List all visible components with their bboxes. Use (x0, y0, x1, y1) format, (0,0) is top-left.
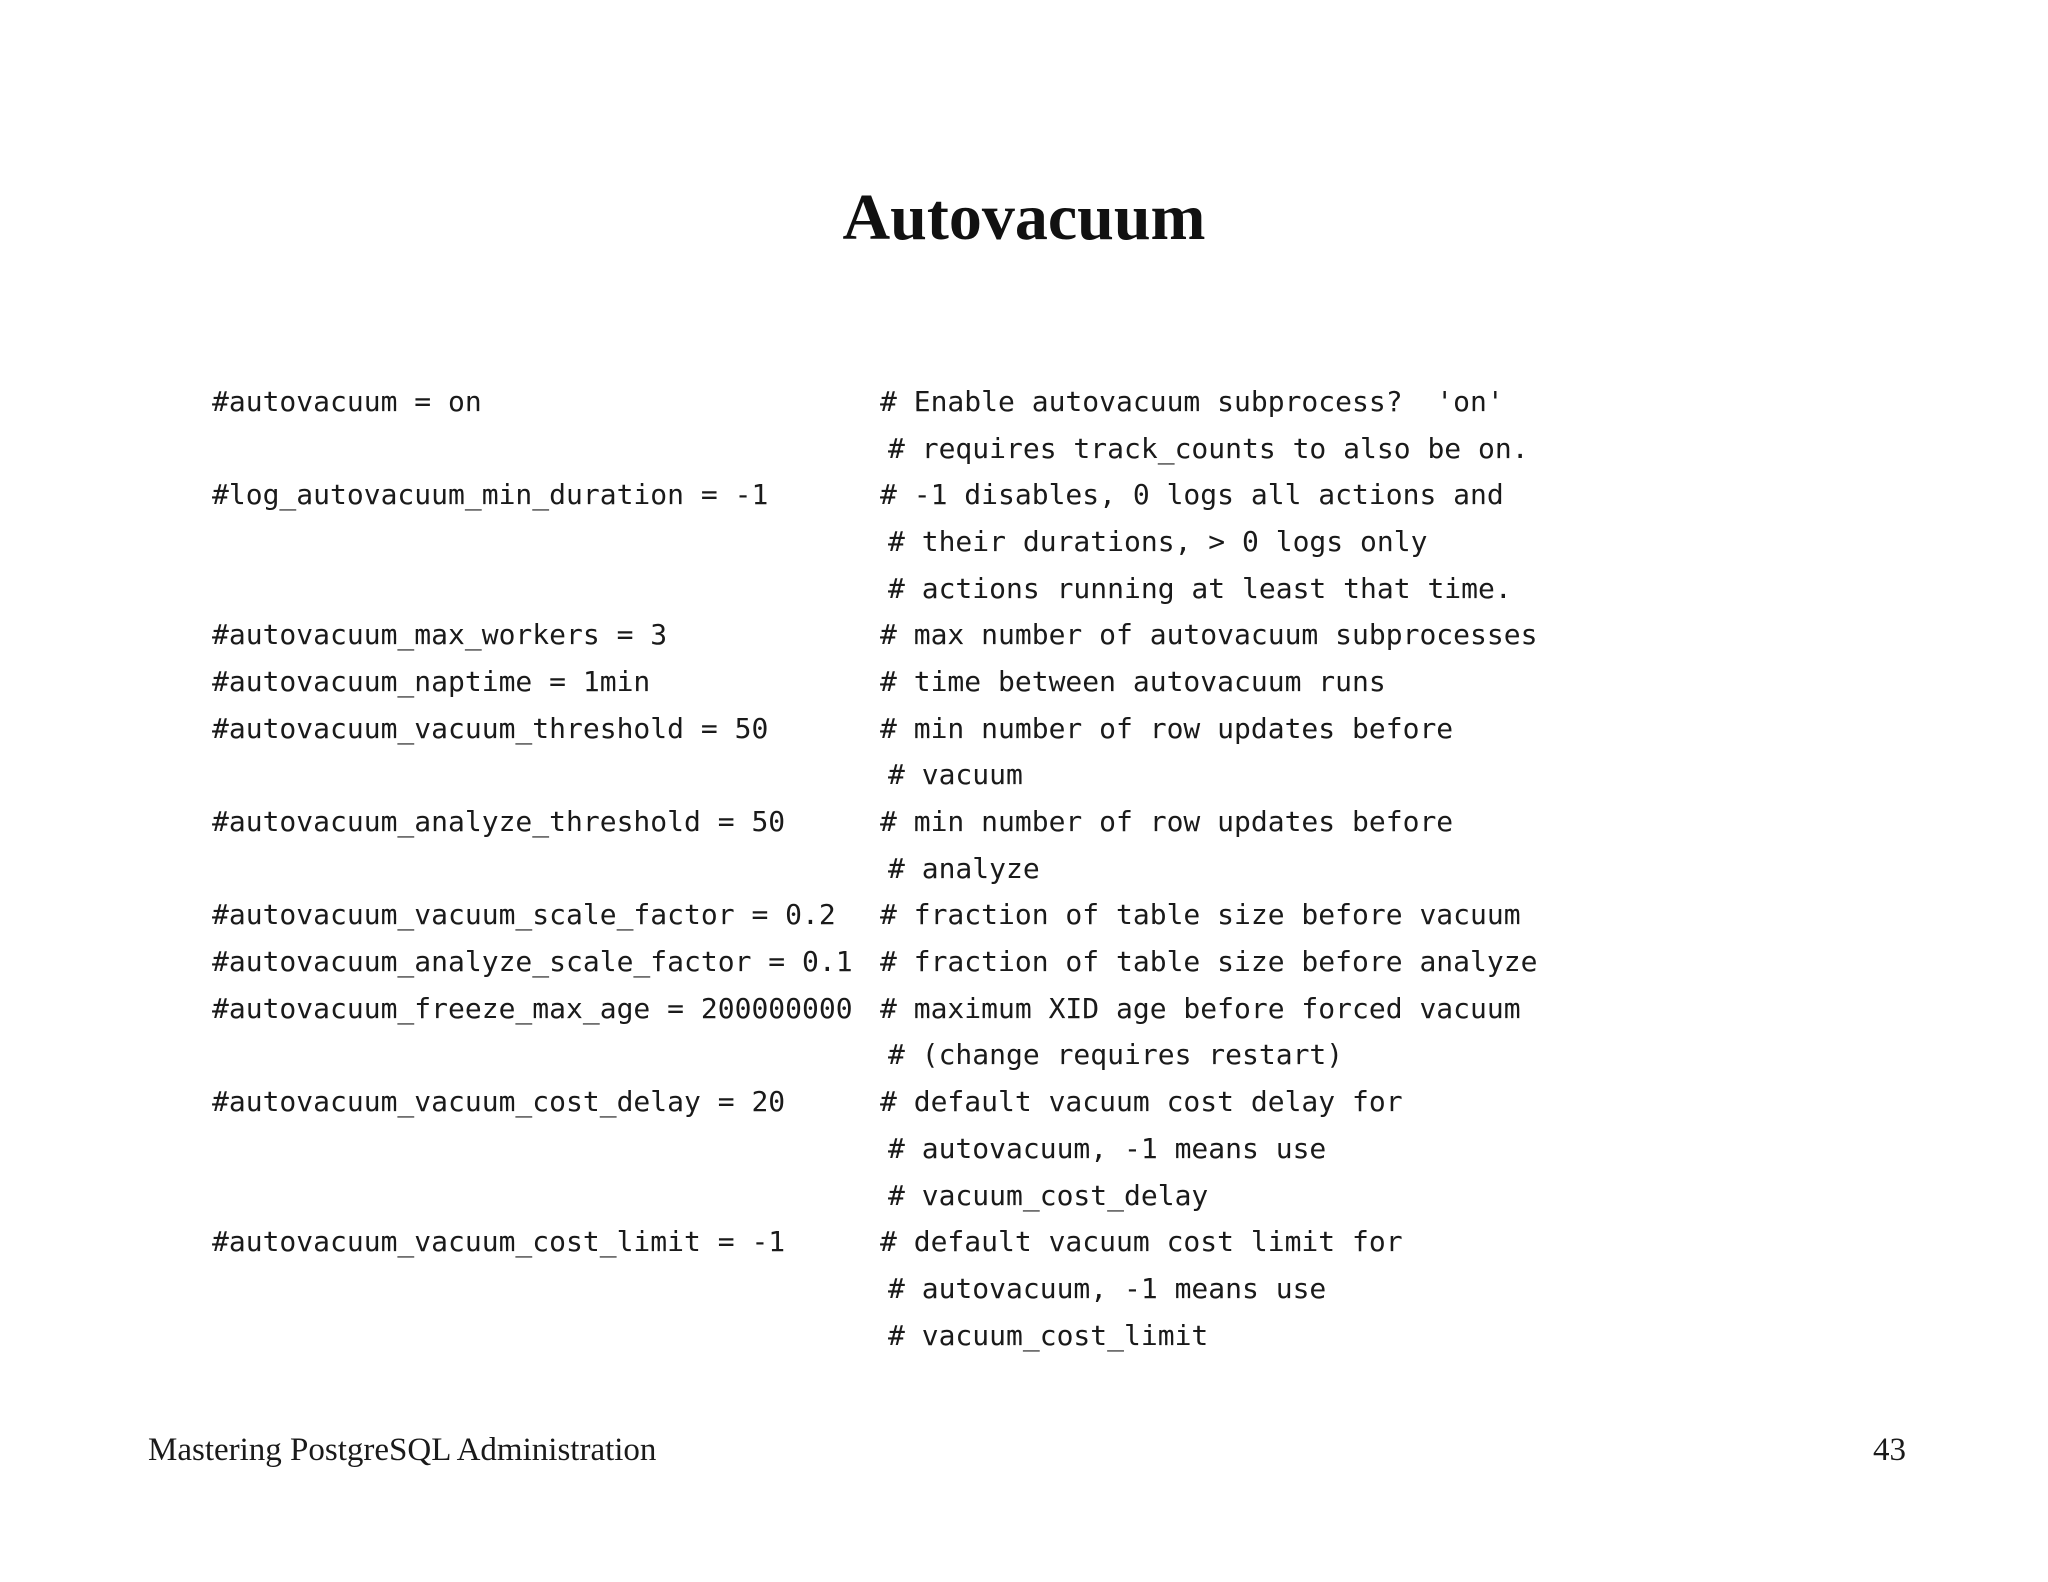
config-line (212, 798, 1862, 845)
config-comment: # min number of row updates before (880, 711, 1454, 745)
config-line (212, 985, 1862, 1032)
config-setting: #autovacuum_max_workers = 3 (212, 618, 668, 652)
config-line (212, 611, 1862, 658)
config-comment: # their durations, > 0 logs only (888, 524, 1428, 558)
config-comment: # fraction of table size before vacuum (880, 898, 1521, 932)
config-comment: # actions running at least that time. (888, 571, 1512, 605)
config-setting: #autovacuum_naptime = 1min (212, 664, 651, 698)
config-line (212, 705, 1862, 752)
config-line (212, 378, 1862, 425)
config-setting: #autovacuum_analyze_threshold = 50 (212, 805, 786, 839)
config-line (212, 845, 1862, 892)
config-comment: # vacuum (888, 758, 1023, 792)
config-comment: # vacuum_cost_limit (888, 1318, 1209, 1352)
config-line (212, 938, 1862, 985)
config-comment: # maximum XID age before forced vacuum (880, 991, 1521, 1025)
config-line (212, 892, 1862, 939)
config-comment: # Enable autovacuum subprocess? 'on' (880, 384, 1504, 418)
config-setting: #log_autovacuum_min_duration = -1 (212, 478, 769, 512)
config-comment: # -1 disables, 0 logs all actions and (880, 478, 1504, 512)
config-line (212, 658, 1862, 705)
config-line (212, 471, 1862, 518)
config-setting: #autovacuum_vacuum_cost_delay = 20 (212, 1085, 786, 1119)
config-comment: # default vacuum cost limit for (880, 1225, 1403, 1259)
config-comment: # requires track_counts to also be on. (888, 431, 1529, 465)
config-line (212, 1172, 1862, 1219)
config-comment: # vacuum_cost_delay (888, 1178, 1209, 1212)
config-line (212, 1032, 1862, 1079)
config-line (212, 1078, 1862, 1125)
config-line (212, 565, 1862, 612)
config-comment: # analyze (888, 851, 1040, 885)
slide-title: Autovacuum (842, 181, 1206, 254)
config-line (212, 1312, 1862, 1359)
config-line (212, 425, 1862, 472)
config-code-block (212, 378, 1862, 1358)
config-line (212, 752, 1862, 799)
config-comment: # (change requires restart) (888, 1038, 1344, 1072)
config-setting: #autovacuum = on (212, 384, 482, 418)
config-comment: # autovacuum, -1 means use (888, 1131, 1327, 1165)
config-comment: # max number of autovacuum subprocesses (880, 618, 1538, 652)
config-setting: #autovacuum_vacuum_cost_limit = -1 (212, 1225, 786, 1259)
config-setting: #autovacuum_analyze_scale_factor = 0.1 (212, 945, 853, 979)
config-comment: # autovacuum, -1 means use (888, 1271, 1327, 1305)
config-comment: # fraction of table size before analyze (880, 945, 1538, 979)
config-comment: # time between autovacuum runs (880, 664, 1386, 698)
config-setting: #autovacuum_vacuum_threshold = 50 (212, 711, 769, 745)
config-comment: # min number of row updates before (880, 805, 1454, 839)
config-setting: #autovacuum_vacuum_scale_factor = 0.2 (212, 898, 836, 932)
config-line (212, 1218, 1862, 1265)
config-line (212, 1125, 1862, 1172)
config-setting: #autovacuum_freeze_max_age = 200000000 (212, 991, 853, 1025)
config-line (212, 518, 1862, 565)
config-comment: # default vacuum cost delay for (880, 1085, 1403, 1119)
page-number: 43 (1873, 1432, 1906, 1468)
config-line (212, 1265, 1862, 1312)
footer-title: Mastering PostgreSQL Administration (148, 1432, 657, 1468)
